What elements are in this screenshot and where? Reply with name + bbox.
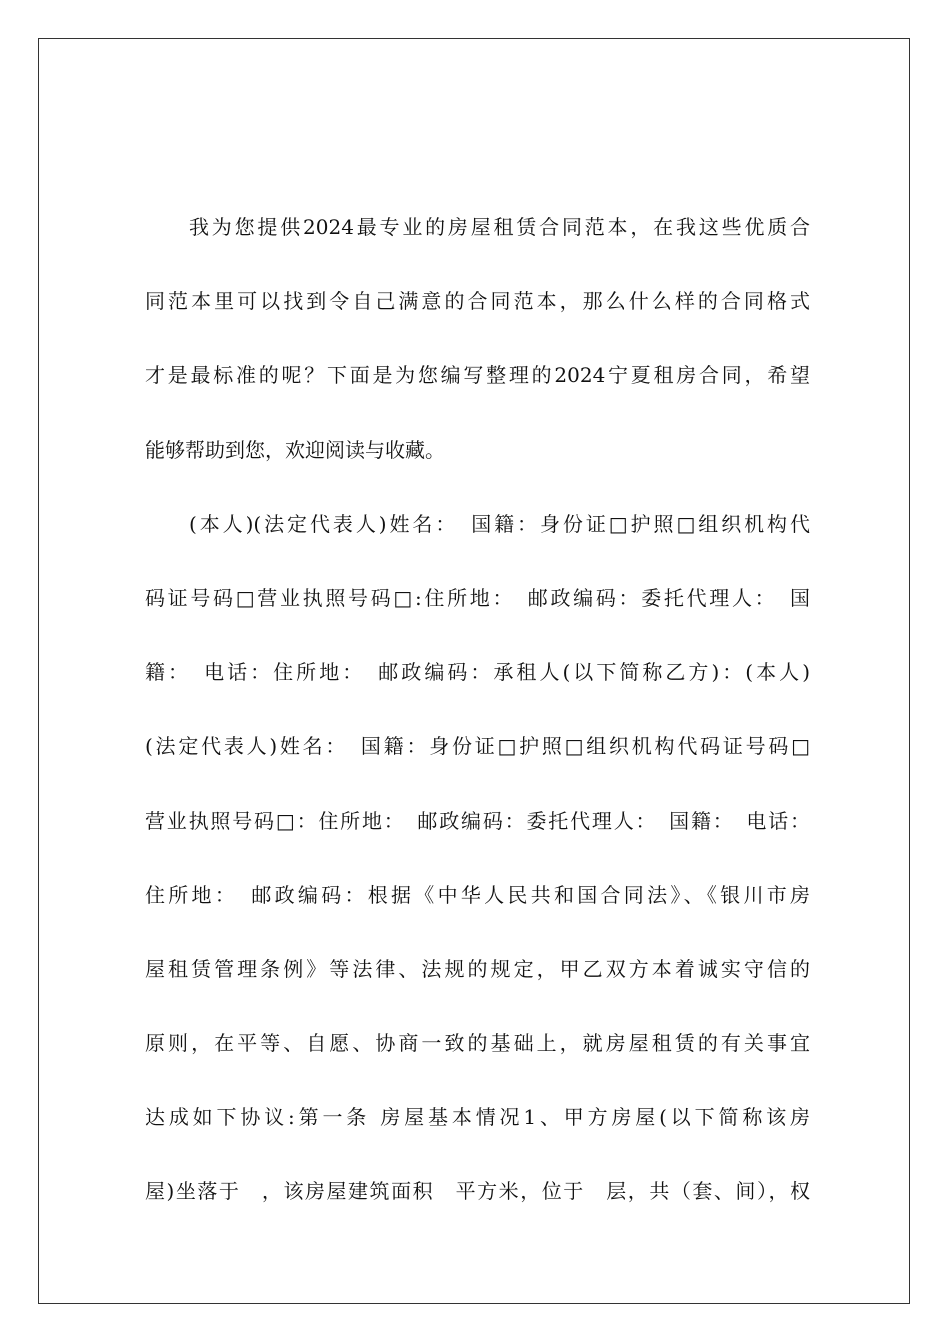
document-body [145, 202, 810, 1216]
paragraph-2-line-6: 住所地： 邮政编码：根据《中华人民共和国合同法》、《银川市房 [145, 882, 810, 907]
paragraph-1-line-2: 同范本里可以找到令自己满意的合同范本，那么什么样的合同格式 [145, 289, 810, 314]
paragraph-2-line-9: 达成如下协议:第一条 房屋基本情况1、甲方房屋(以下简称该房 [145, 1105, 810, 1130]
paragraph-1-line-4: 能够帮助到您，欢迎阅读与收藏。 [145, 437, 445, 462]
paragraph-2-line-1: (本人)(法定代表人)姓名： 国籍：身份证□护照□组织机构代 [189, 511, 810, 536]
paragraph-2-line-2: 码证号码□营业执照号码□:住所地： 邮政编码：委托代理人： 国 [145, 585, 810, 610]
paragraph-2-line-5: 营业执照号码□：住所地： 邮政编码：委托代理人： 国籍： 电话： [145, 808, 810, 833]
paragraph-2-line-3: 籍： 电话：住所地： 邮政编码：承租人(以下简称乙方)：(本人) [145, 660, 810, 685]
paragraph-1-line-1: 我为您提供2024最专业的房屋租赁合同范本，在我这些优质合 [189, 215, 810, 239]
paragraph-1-line-3: 才是最标准的呢？下面是为您编写整理的2024宁夏租房合同，希望 [145, 363, 810, 388]
paragraph-2-line-4: (法定代表人)姓名： 国籍：身份证□护照□组织机构代码证号码□ [145, 734, 810, 759]
paragraph-2-line-7: 屋租赁管理条例》等法律、法规的规定，甲乙双方本着诚实守信的 [145, 956, 810, 981]
paragraph-2-line-8: 原则，在平等、自愿、协商一致的基础上，就房屋租赁的有关事宜 [145, 1031, 810, 1056]
paragraph-2-line-10: 屋)坐落于 ，该房屋建筑面积 平方米，位于 层，共（套、间），权 [145, 1179, 810, 1204]
